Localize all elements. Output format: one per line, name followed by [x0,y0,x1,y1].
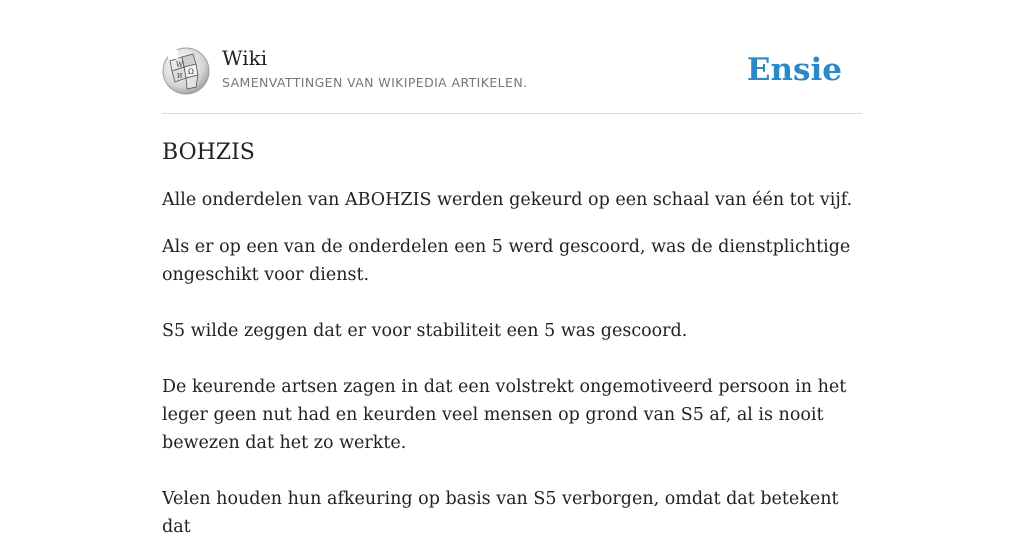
article-intro: Alle onderdelen van ABOHZIS werden gekeurd op een schaal van één tot vijf. [162,190,853,210]
body-line: bewezen dat het zo werkte. [162,433,407,453]
wikipedia-logo-icon[interactable] [162,47,210,95]
site-name[interactable]: Wiki [222,46,268,70]
ensie-brand-link[interactable]: Ensie [746,52,842,88]
site-header [162,46,862,114]
body-line [162,289,862,317]
article [162,136,862,541]
body-line: Velen houden hun afkeuring op basis van S5 verborgen, omdat dat betekent dat [162,489,845,537]
body-line [162,345,862,373]
body-line: leger geen nut had en keurden veel mensen op grond van S5 af, al is nooit [162,405,824,425]
body-line: Als er op een van de onderdelen een 5 werd gescoord, was de dienstplichtige [162,237,851,257]
article-title: BOHZIS [162,140,255,165]
body-line: S5 wilde zeggen dat er voor stabiliteit een 5 was gescoord. [162,321,688,341]
site-tagline: SAMENVATTINGEN VAN WIKIPEDIA ARTIKELEN. [222,75,528,90]
article-body [162,233,862,541]
body-line [162,457,862,485]
svg-text:W: W [176,61,184,69]
body-line: ongeschikt voor dienst. [162,265,370,285]
svg-text:Ω: Ω [188,68,194,76]
body-line: De keurende artsen zagen in dat een volstrekt ongemotiveerd persoon in het [162,377,847,397]
svg-text:И: И [177,73,183,80]
